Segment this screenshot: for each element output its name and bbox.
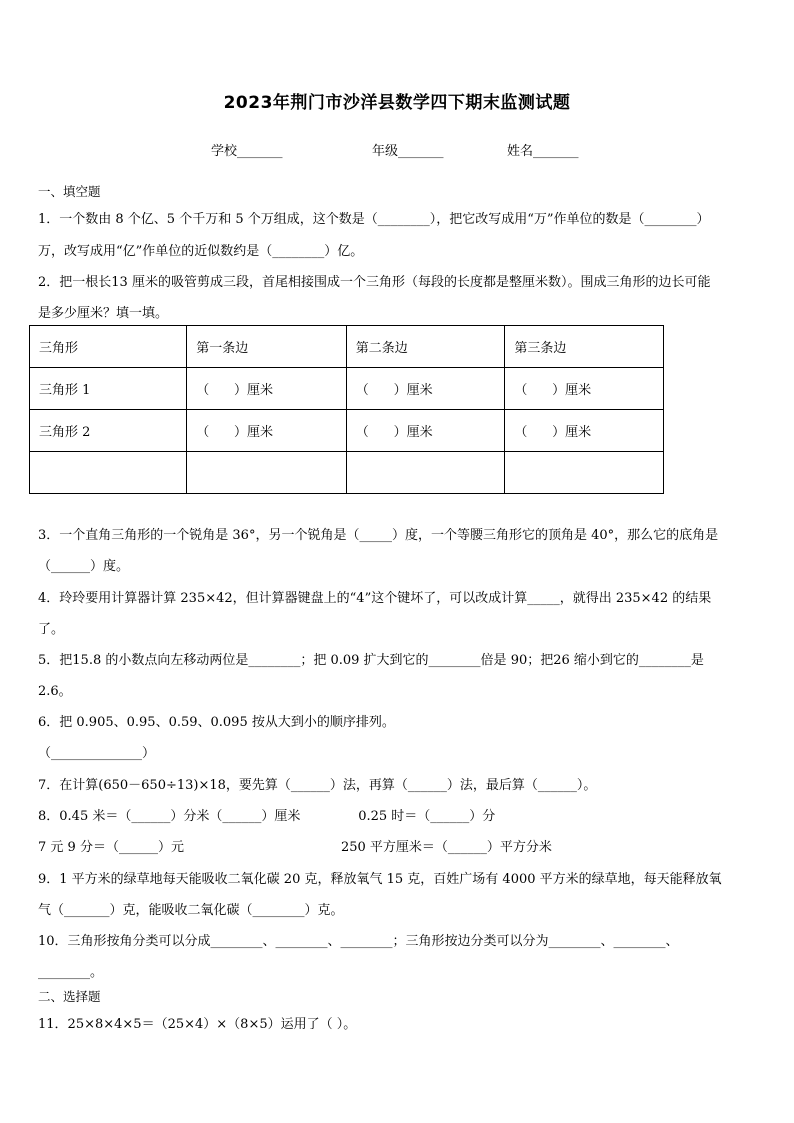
name-field: 姓名_______	[507, 144, 579, 159]
school-field: 学校_______	[211, 144, 283, 159]
table-cell: 三角形 1	[30, 368, 187, 410]
question-line: 10．三角形按角分类可以分成________、________、________；三角形按边分类可以分为________、________、	[38, 934, 679, 949]
question-line: 了。	[38, 622, 65, 637]
question-line: 2.6。	[38, 684, 72, 699]
grade-field: 年级_______	[372, 144, 444, 159]
table-cell	[30, 452, 187, 494]
table-header: 第二条边	[346, 326, 505, 368]
table-row	[30, 410, 664, 452]
question-line: 4．玲玲要用计算器计算 235×42，但计算器键盘上的“4”这个键坏了，可以改成计算_____，就得出 235×42 的结果	[38, 591, 712, 606]
table-cell: （ ）厘米	[505, 368, 664, 410]
question-line: 6．把 0.905、0.95、0.59、0.095 按从大到小的顺序排列。	[38, 715, 395, 730]
question-line: 9．1 平方米的绿草地每天能吸收二氧化碳 20 克，释放氧气 15 克，百姓广场有 4000 平方米的绿草地，每天能释放氧	[38, 872, 722, 887]
table-cell: （ ）厘米	[346, 410, 505, 452]
table-header: 第三条边	[505, 326, 664, 368]
question-line: 7．在计算(650－650÷13)×18，要先算（______）法，再算（______）法，最后算（______）。	[38, 778, 597, 793]
table-cell	[187, 452, 347, 494]
page-title: 2023年荆门市沙洋县数学四下期末监测试题	[223, 93, 571, 113]
section-heading-choice: 二、选择题	[38, 989, 101, 1004]
table-cell	[505, 452, 664, 494]
question-line: 1．一个数由 8 个亿、5 个千万和 5 个万组成，这个数是（________），把它改写成用“万”作单位的数是（________）	[38, 212, 710, 227]
table-header-row	[30, 326, 664, 368]
question-line: 8．0.45 米＝（______）分米（______）厘米 0.25 时＝（______）分	[38, 809, 496, 824]
table-cell: （ ）厘米	[187, 368, 347, 410]
triangle-table	[29, 325, 664, 494]
table-cell: 三角形 2	[30, 410, 187, 452]
table-header: 第一条边	[187, 326, 347, 368]
table-row	[30, 368, 664, 410]
table-row	[30, 452, 664, 494]
table-header: 三角形	[30, 326, 187, 368]
table-cell: （ ）厘米	[346, 368, 505, 410]
section-heading-fill-blank: 一、填空题	[38, 184, 101, 199]
question-line: 5．把15.8 的小数点向左移动两位是________；把 0.09 扩大到它的________倍是 90；把26 缩小到它的________是	[38, 653, 704, 668]
question-line: 气（_______）克，能吸收二氧化碳（________）克。	[38, 903, 344, 918]
question-line: （______）度。	[38, 559, 130, 574]
question-line: ________。	[38, 965, 104, 980]
question-line: 是多少厘米？填一填。	[38, 306, 169, 321]
question-line: （______________）	[38, 746, 156, 761]
question-line: 7 元 9 分＝（______）元 250 平方厘米＝（______）平方分米	[38, 840, 552, 855]
question-line: 2．把一根长13 厘米的吸管剪成三段，首尾相接围成一个三角形（每段的长度都是整厘米数）。围成三角形的边长可能	[38, 275, 711, 290]
table-cell	[346, 452, 505, 494]
table-cell: （ ）厘米	[505, 410, 664, 452]
question-line: 3．一个直角三角形的一个锐角是 36°，另一个锐角是（_____）度，一个等腰三角形它的顶角是 40°，那么它的底角是	[38, 528, 719, 543]
question-line: 万，改写成用“亿”作单位的近似数约是（________）亿。	[38, 244, 364, 259]
question-line: 11．25×8×4×5＝（25×4）×（8×5）运用了（ ）。	[38, 1017, 357, 1032]
table-cell: （ ）厘米	[187, 410, 347, 452]
